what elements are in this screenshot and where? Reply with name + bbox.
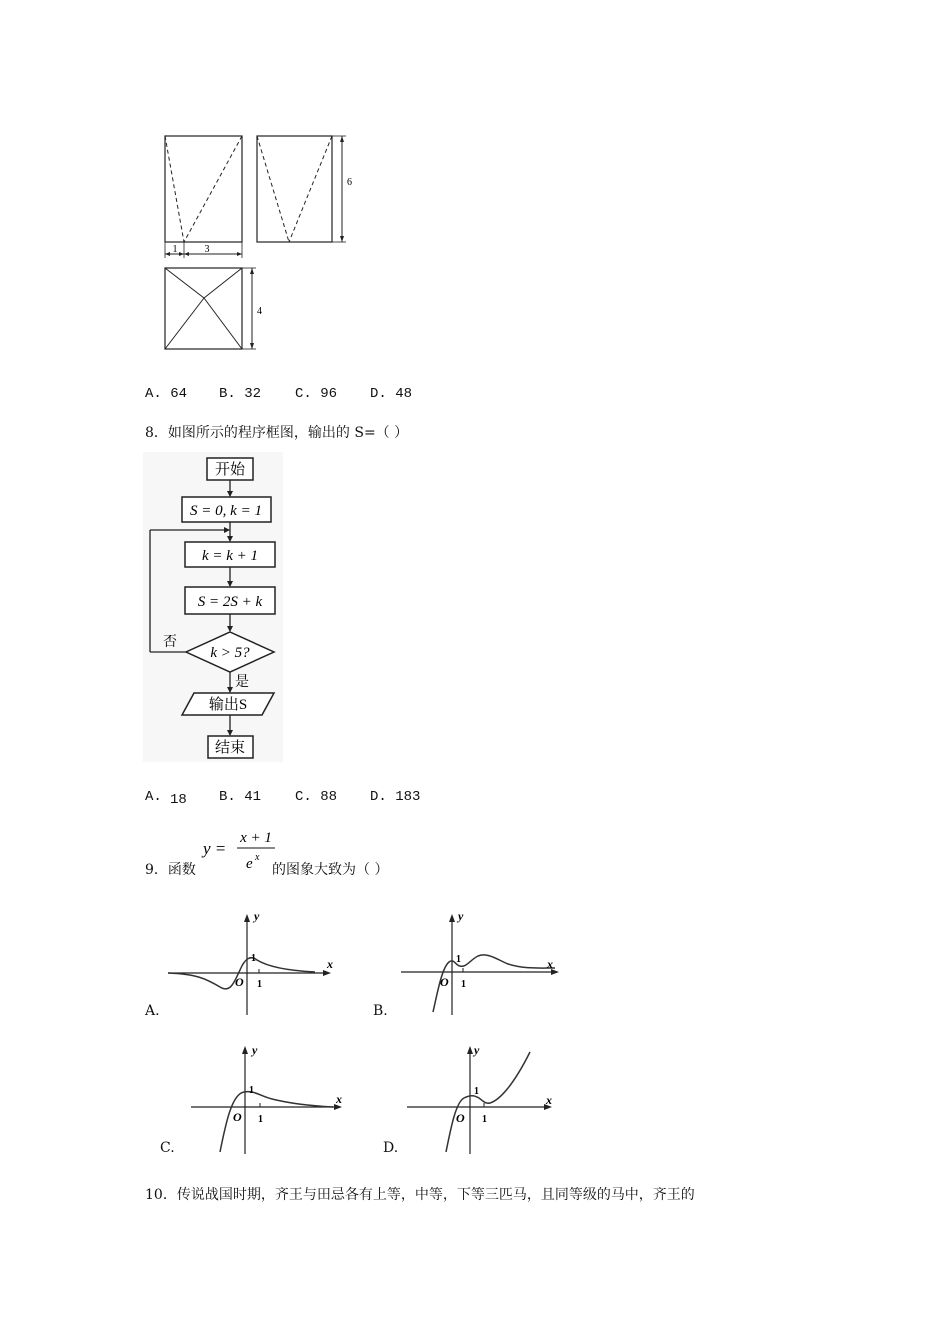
q8-option-d: D. 183 <box>370 789 421 805</box>
graph-c <box>188 1042 353 1157</box>
graph-a-y-tick: 1 <box>251 953 256 964</box>
graph-d-y-label: y <box>474 1043 480 1057</box>
q8-option-b: B. 41 <box>219 789 262 805</box>
flow-step-k-label: k = k + 1 <box>201 548 259 564</box>
graph-c-origin-label: O <box>233 1110 242 1124</box>
q7-option-a: A. 64 <box>145 386 188 402</box>
graph-d-origin-label: O <box>456 1111 465 1125</box>
graph-c-x-tick: 1 <box>258 1114 263 1125</box>
formula-exponent: x <box>255 852 260 863</box>
q8-option-c: C. 88 <box>295 789 338 805</box>
q8-question: 8．如图所示的程序框图，输出的 S=（ ） <box>145 425 409 441</box>
q9-prefix: 9．函数 <box>145 862 196 878</box>
graph-c-y-label: y <box>252 1043 258 1057</box>
dim-label-6: 6 <box>347 177 352 188</box>
flow-output-label: 输出S <box>208 697 248 713</box>
graph-a-origin-label: O <box>235 975 244 989</box>
flow-decision-label: k > 5? <box>210 645 250 661</box>
q9-suffix: 的图象大致为（ ） <box>272 862 389 878</box>
three-view-figure <box>160 130 360 360</box>
graph-d <box>404 1042 564 1157</box>
flow-start-label: 开始 <box>214 462 246 478</box>
graph-a-label: A. <box>145 1003 160 1019</box>
graph-c-x-label: x <box>336 1092 342 1106</box>
front-view <box>165 136 242 258</box>
graph-b <box>398 910 563 1020</box>
flow-step-s-label: S = 2S + k <box>197 594 263 610</box>
graph-b-y-tick: 1 <box>456 954 461 965</box>
formula-numerator: x + 1 <box>240 830 272 846</box>
flow-init-label: S = 0, k = 1 <box>190 503 262 519</box>
dim-label-3: 3 <box>204 244 210 255</box>
q7-option-b: B. 32 <box>219 386 262 402</box>
q8-option-a: A. <box>145 789 162 805</box>
graph-c-y-tick: 1 <box>249 1085 254 1096</box>
graph-b-x-label: x <box>547 957 553 971</box>
graph-b-origin-label: O <box>440 975 449 989</box>
graph-a-x-tick: 1 <box>257 979 262 990</box>
graph-d-x-label: x <box>546 1093 552 1107</box>
q7-option-c: C. 96 <box>295 386 338 402</box>
graph-a-y-label: y <box>254 910 260 923</box>
flowchart <box>143 452 283 762</box>
dim-label-1: 1 <box>172 244 178 255</box>
formula-denominator: e <box>246 856 253 872</box>
dim-label-4: 4 <box>257 306 262 317</box>
q8-option-a-value: 18 <box>170 792 187 808</box>
graph-b-x-tick: 1 <box>461 979 466 990</box>
formula-y: y = <box>203 839 227 858</box>
flow-end-label: 结束 <box>214 740 246 756</box>
graph-d-label: D. <box>383 1140 399 1156</box>
graph-b-label: B. <box>373 1003 388 1019</box>
q7-option-d: D. 48 <box>370 386 413 402</box>
flow-no-label: 否 <box>163 635 177 650</box>
top-view <box>165 268 256 349</box>
graph-b-y-label: y <box>458 910 464 923</box>
graph-c-label: C. <box>160 1140 175 1156</box>
q10-text: 10．传说战国时期，齐王与田忌各有上等，中等，下等三匹马，且同等级的马中，齐王的 <box>145 1187 695 1203</box>
flow-yes-label: 是 <box>235 675 249 690</box>
graph-d-x-tick: 1 <box>482 1114 487 1125</box>
graph-a <box>165 910 345 1020</box>
graph-d-y-tick: 1 <box>474 1086 479 1097</box>
q9-formula <box>200 824 280 880</box>
side-view <box>257 136 346 242</box>
graph-a-x-label: x <box>327 957 333 971</box>
